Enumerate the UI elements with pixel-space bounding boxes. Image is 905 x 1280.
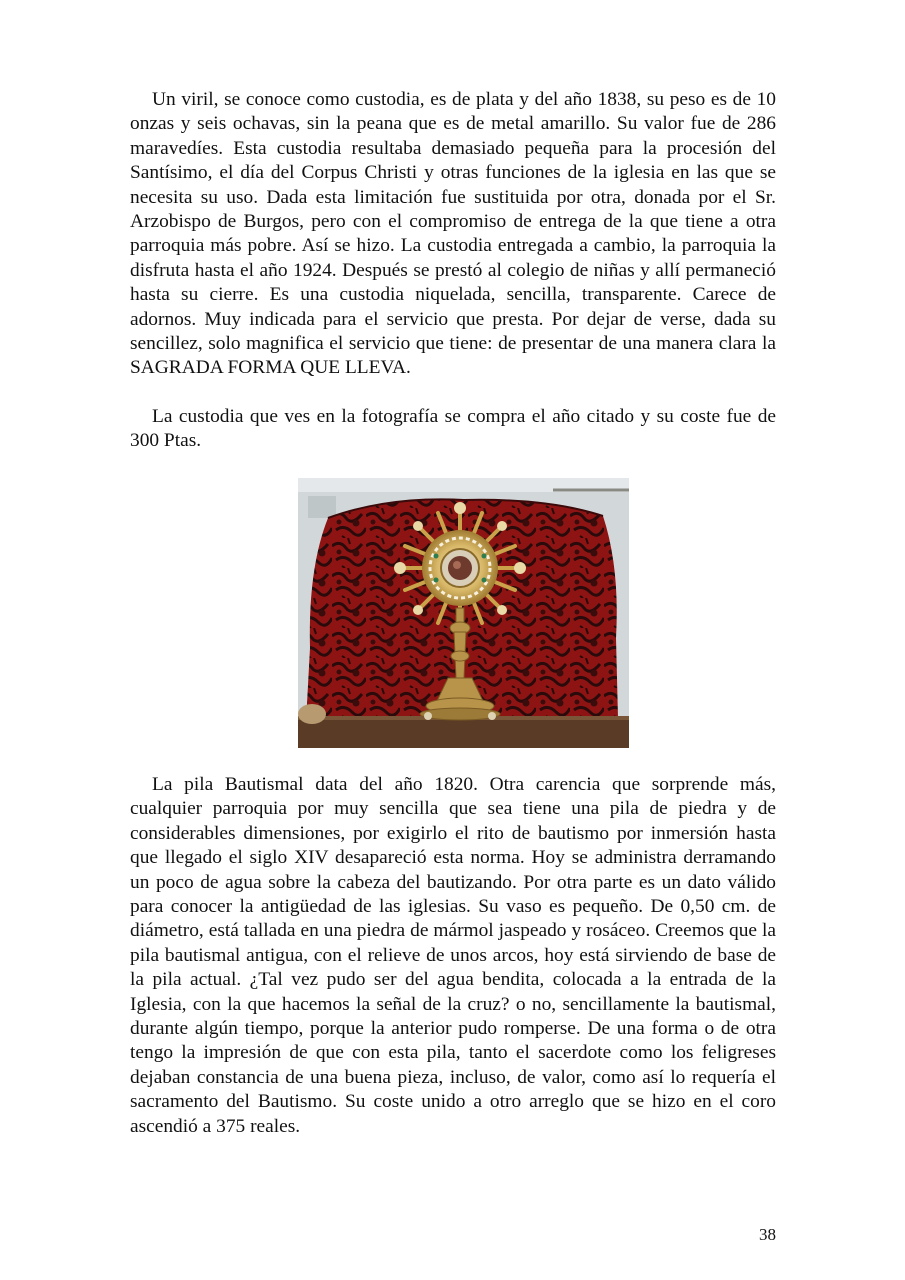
paragraph-pila-bautismal: La pila Bautismal data del año 1820. Otra carencia que sorprende más, cualquier parroquia por muy sencilla que sea tiene una pila de piedra y de considerables dimensiones, por exigirlo el rito de bautismo por inmersión hasta que llegado el siglo XIV desapareció esta norma. Hoy se administra derramando un poco de agua sobre la cabeza del bautizando. Por otra parte es un dato válido para conocer la antigüedad de las iglesias. Su vaso es pequeño. De 0,50 cm. de diámetro, está tallada en una piedra de mármol jaspeado y rosáceo. Creemos que la pila bautismal antigua, con el relieve de unos arcos, hoy está sirviendo de base de la pila actual. ¿Tal vez pudo ser del agua bendita, colocada a la entrada de la Iglesia, con la que hacemos la señal de la cruz? o no, sencillamente la bautismal, durante algún tiempo, porque la anterior pudo romperse. De una forma o de otra tengo la impresión de que con esta pila, tanto el sacerdote como los feligreses dejaban constancia de una buena pieza, incluso, de valor, como así lo requería el sacramento del Bautismo. Su coste unido a otro arreglo que se hizo en el coro ascendió a 375 reales. <box>130 774 776 1137</box>
monstrance-photo <box>298 478 629 748</box>
paragraph-custodia-cost: La custodia que ves en la fotografía se compra el año citado y su coste fue de 300 Ptas. <box>130 406 776 452</box>
page-number: 38 <box>759 1225 776 1244</box>
paragraph-custodia-history: Un viril, se conoce como custodia, es de plata y del año 1838, su peso es de 10 onzas y seis ochavas, sin la peana que es de metal amarillo. Su valor fue de 286 maravedíes. Esta custodia resultaba demasiado pequeña para la procesión del Santísimo, el día del Corpus Christi y otras funciones de la iglesia en las que se necesita su uso. Dada esta limitación fue sustituida por otra, donada por el Sr. Arzobispo de Burgos, pero con el compromiso de entrega de la que tiene a otra parroquia más pobre. Así se hizo. La custodia entregada a cambio, la parroquia la disfruta hasta el año 1924. Después se prestó al colegio de niñas y allí permaneció hasta su cierre. Es una custodia niquelada, sencilla, transparente. Carece de adornos. Muy indicada para el servicio que presta. Por dejar de verse, dada su sencillez, solo magnifica el servicio que tiene: de presentar de una manera clara la SAGRADA FORMA QUE LLEVA. <box>130 89 776 379</box>
